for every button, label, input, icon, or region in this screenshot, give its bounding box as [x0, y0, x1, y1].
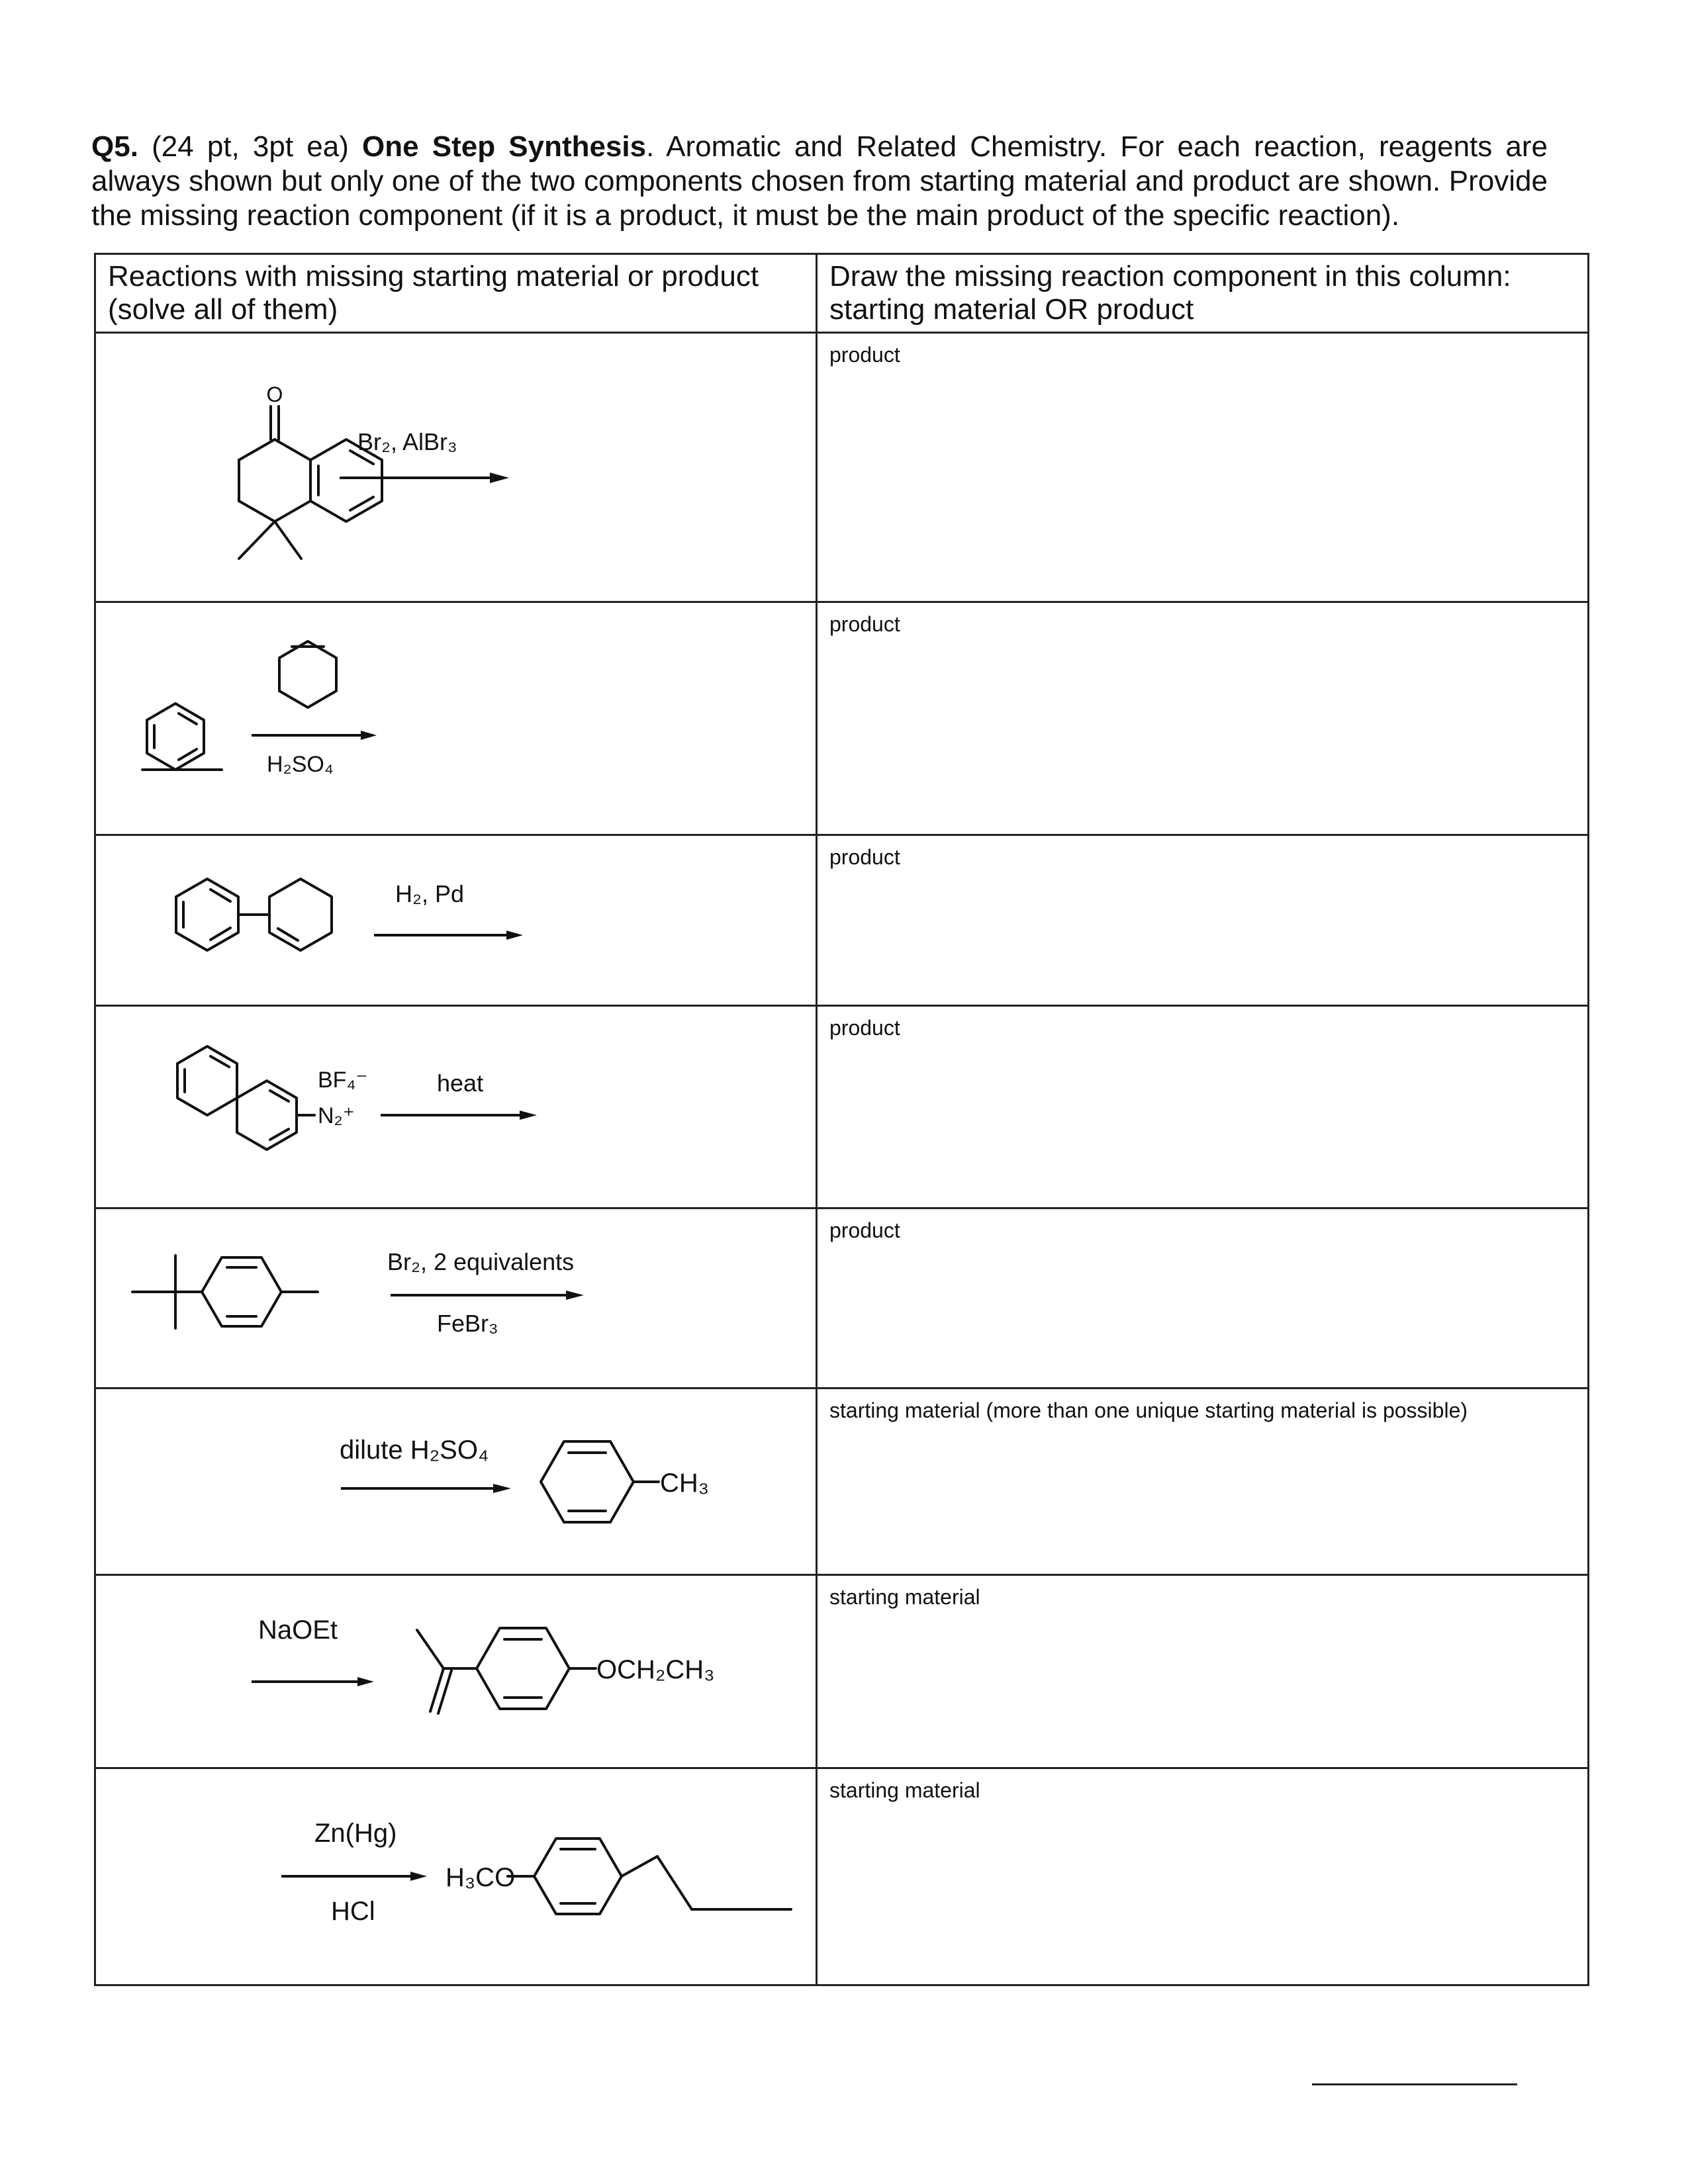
answer-3[interactable] — [817, 835, 1589, 1006]
reaction-7-ethoxy: OCH₂CH₃ — [596, 1655, 715, 1684]
reaction-4-diazonium: N₂⁺ — [318, 1103, 355, 1128]
answer-1[interactable] — [817, 333, 1589, 602]
reaction-table — [94, 253, 1589, 1986]
reaction-5-reagent-bottom: FeBr₃ — [437, 1310, 498, 1337]
reaction-1-structure — [96, 334, 818, 603]
reaction-6 — [95, 1388, 817, 1575]
reaction-4 — [95, 1006, 817, 1208]
reaction-6-reagent: dilute H₂SO₄ — [340, 1435, 489, 1465]
answer-4[interactable] — [817, 1006, 1589, 1208]
question-points: (24 pt, 3pt ea) — [152, 130, 349, 163]
answer-7-label: starting material — [829, 1585, 980, 1609]
question-instructions: . Aromatic and Related Chemistry. For each reaction, reagents are always shown but only one of the two components chosen from starting material and product are shown. Provide the missing reaction component (if it is a product, it must be the main product of the specific reaction). — [91, 130, 1548, 232]
reaction-1 — [95, 333, 817, 602]
reaction-4-counterion: BF₄⁻ — [318, 1068, 368, 1093]
reaction-6-structure — [96, 1389, 818, 1576]
reaction-2 — [95, 602, 817, 835]
question-number: Q5. — [91, 130, 138, 163]
answer-2[interactable] — [817, 602, 1589, 835]
header-reactions: Reactions with missing starting material or product (solve all of them) — [95, 254, 817, 333]
reaction-4-structure — [96, 1007, 818, 1209]
answer-2-label: product — [829, 612, 900, 636]
question-title: One Step Synthesis — [362, 130, 647, 163]
question-intro — [91, 130, 1548, 233]
reaction-1-reagent: Br₂, AlBr₃ — [357, 428, 457, 455]
answer-3-label: product — [829, 845, 900, 869]
reaction-6-methyl: CH₃ — [660, 1469, 710, 1498]
reaction-2-reagent: H₂SO₄ — [267, 752, 334, 777]
answer-6[interactable] — [817, 1388, 1589, 1575]
answer-4-label: product — [829, 1016, 900, 1040]
reaction-3-structure — [96, 836, 818, 1007]
reaction-7 — [95, 1575, 817, 1768]
answer-5-label: product — [829, 1218, 900, 1242]
reaction-8-reagent-top: Zn(Hg) — [314, 1819, 397, 1848]
svg-text:O: O — [266, 383, 283, 406]
reaction-5-structure — [96, 1209, 818, 1389]
answer-5[interactable] — [817, 1208, 1589, 1388]
reaction-7-structure — [96, 1576, 818, 1769]
answer-8[interactable] — [817, 1768, 1589, 1985]
reaction-8-methoxy: H₃CO — [445, 1863, 516, 1892]
reaction-2-structure — [96, 603, 818, 836]
reaction-4-reagent: heat — [437, 1069, 484, 1097]
reaction-8 — [95, 1768, 817, 1985]
answer-1-label: product — [829, 343, 900, 367]
answer-7[interactable] — [817, 1575, 1589, 1768]
answer-6-label: starting material (more than one unique starting material is possible) — [829, 1398, 1468, 1422]
reaction-8-reagent-bottom: HCl — [331, 1897, 375, 1926]
header-answers: Draw the missing reaction component in this column: starting material OR product — [817, 254, 1589, 333]
reaction-7-reagent: NaOEt — [258, 1615, 338, 1645]
reaction-3 — [95, 835, 817, 1006]
score-blank-line[interactable] — [1312, 2083, 1517, 2085]
reaction-8-structure — [96, 1769, 818, 1986]
reaction-5 — [95, 1208, 817, 1388]
reaction-5-reagent-top: Br₂, 2 equivalents — [387, 1248, 575, 1275]
answer-8-label: starting material — [829, 1778, 980, 1802]
reaction-3-reagent: H₂, Pd — [395, 880, 465, 907]
